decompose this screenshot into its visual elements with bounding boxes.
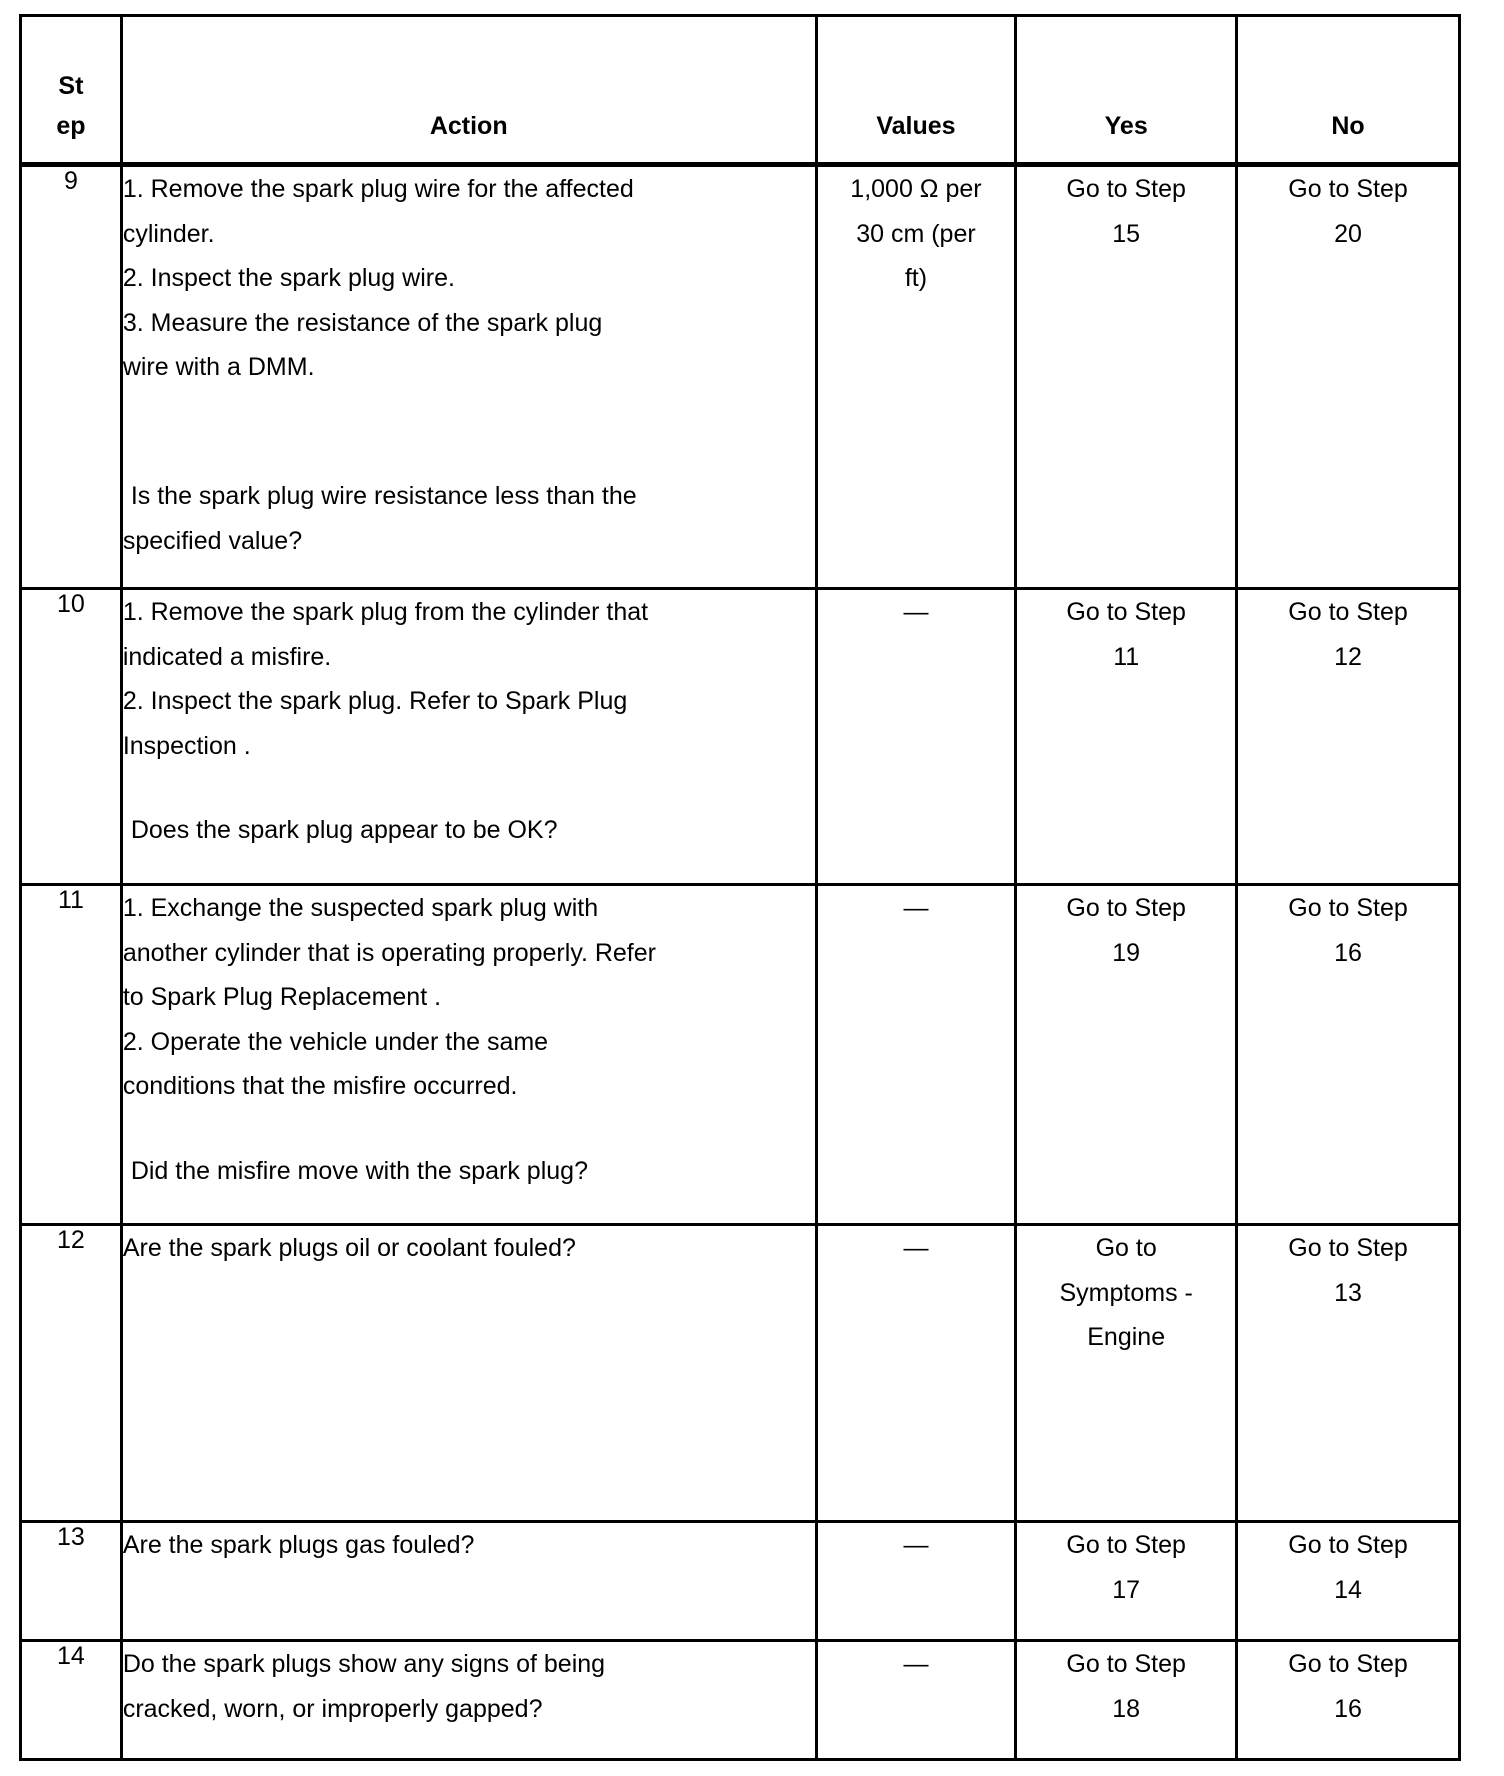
no-cell xyxy=(1237,165,1460,589)
yes-line: Engine xyxy=(1087,1323,1166,1351)
header-step-line1: St xyxy=(58,72,84,100)
yes-line: 18 xyxy=(1112,1694,1141,1723)
yes-line: Symptoms - xyxy=(1059,1278,1193,1307)
action-line: indicated a misfire. xyxy=(122,642,332,671)
no-cell xyxy=(1237,1522,1460,1641)
yes-line: Go to xyxy=(1095,1234,1157,1262)
header-action: Action xyxy=(121,16,816,165)
action-line: Inspection . xyxy=(122,731,251,760)
action-line: wire with a DMM. xyxy=(122,353,315,381)
step-number: 10 xyxy=(21,589,122,885)
question-line: Is the spark plug wire resistance less than the xyxy=(130,482,637,510)
diagnostic-table xyxy=(19,14,1461,1761)
yes-cell xyxy=(1016,165,1237,589)
question-line: Did the misfire move with the spark plug? xyxy=(130,1156,588,1185)
header-step xyxy=(21,16,122,165)
table-row xyxy=(21,589,1460,885)
no-line: Go to Step xyxy=(1288,175,1408,203)
header-step-line2: ep xyxy=(56,112,86,140)
no-cell xyxy=(1237,589,1460,885)
action-text xyxy=(121,1522,816,1641)
action-line: conditions that the misfire occurred. xyxy=(122,1072,518,1100)
value-dash: — xyxy=(903,1531,929,1559)
no-cell xyxy=(1237,1225,1460,1522)
action-line: to Spark Plug Replacement . xyxy=(122,983,442,1011)
value-dash: — xyxy=(903,894,929,922)
table-row xyxy=(21,165,1460,589)
action-text xyxy=(121,589,816,885)
header-row xyxy=(21,16,1460,165)
action-line: 2. Operate the vehicle under the same xyxy=(122,1027,549,1056)
no-line: Go to Step xyxy=(1288,894,1408,922)
yes-line: 11 xyxy=(1113,642,1140,671)
table-row xyxy=(21,1225,1460,1522)
value-dash: — xyxy=(903,598,929,626)
no-line: Go to Step xyxy=(1288,1650,1408,1678)
values-cell xyxy=(816,1225,1016,1522)
table-row xyxy=(21,885,1460,1225)
step-number: 12 xyxy=(21,1225,122,1522)
yes-cell xyxy=(1016,1641,1237,1760)
yes-cell xyxy=(1016,589,1237,885)
action-line: another cylinder that is operating properly. Refer xyxy=(122,938,656,967)
value-dash: — xyxy=(903,1234,929,1262)
yes-cell xyxy=(1016,885,1237,1225)
action-line: 1. Remove the spark plug wire for the affected xyxy=(122,175,634,203)
values-cell xyxy=(816,589,1016,885)
action-line: Do the spark plugs show any signs of being xyxy=(122,1650,606,1678)
action-line: 2. Inspect the spark plug. Refer to Spark Plug xyxy=(122,687,628,715)
no-line: 16 xyxy=(1334,938,1362,967)
values-cell xyxy=(816,885,1016,1225)
question-line: specified value? xyxy=(122,526,303,555)
action-text xyxy=(121,165,816,589)
no-cell xyxy=(1237,885,1460,1225)
no-line: 16 xyxy=(1334,1694,1362,1723)
no-line: 12 xyxy=(1334,642,1362,671)
question-line: Does the spark plug appear to be OK? xyxy=(130,816,558,844)
action-line: 2. Inspect the spark plug wire. xyxy=(122,264,455,292)
yes-line: Go to Step xyxy=(1066,1650,1186,1678)
no-cell xyxy=(1237,1641,1460,1760)
action-text xyxy=(121,885,816,1225)
no-line: 13 xyxy=(1334,1278,1362,1307)
header-no: No xyxy=(1237,16,1460,165)
no-line: Go to Step xyxy=(1288,598,1408,626)
value-line: 1,000 Ω per xyxy=(850,175,982,203)
table-row xyxy=(21,1641,1460,1760)
yes-line: Go to Step xyxy=(1066,1531,1186,1559)
step-number: 9 xyxy=(21,165,122,589)
value-line: ft) xyxy=(904,264,928,292)
action-line: 3. Measure the resistance of the spark plug xyxy=(122,308,603,337)
action-text xyxy=(121,1641,816,1760)
value-dash: — xyxy=(903,1650,929,1678)
action-line: cracked, worn, or improperly gapped? xyxy=(122,1694,543,1723)
yes-line: Go to Step xyxy=(1066,894,1186,922)
action-line: Are the spark plugs oil or coolant fouled? xyxy=(122,1234,576,1262)
values-cell xyxy=(816,1522,1016,1641)
action-text xyxy=(121,1225,816,1522)
no-line: 14 xyxy=(1334,1575,1362,1604)
step-number: 11 xyxy=(21,885,122,1225)
step-number: 14 xyxy=(21,1641,122,1760)
values-cell xyxy=(816,165,1016,589)
header-yes: Yes xyxy=(1016,16,1237,165)
no-line: Go to Step xyxy=(1288,1531,1408,1559)
value-line: 30 cm (per xyxy=(856,219,976,248)
yes-line: Go to Step xyxy=(1066,598,1186,626)
values-cell xyxy=(816,1641,1016,1760)
yes-line: 19 xyxy=(1112,938,1141,967)
no-line: 20 xyxy=(1334,219,1362,248)
no-line: Go to Step xyxy=(1288,1234,1408,1262)
yes-line: 15 xyxy=(1112,219,1141,248)
action-line: 1. Exchange the suspected spark plug with xyxy=(122,894,599,922)
action-line: Are the spark plugs gas fouled? xyxy=(122,1531,475,1559)
yes-line: Go to Step xyxy=(1066,175,1186,203)
step-number: 13 xyxy=(21,1522,122,1641)
yes-cell xyxy=(1016,1225,1237,1522)
yes-line: 17 xyxy=(1112,1575,1141,1604)
yes-cell xyxy=(1016,1522,1237,1641)
header-values: Values xyxy=(816,16,1016,165)
action-line: cylinder. xyxy=(122,219,215,248)
action-line: 1. Remove the spark plug from the cylinder that xyxy=(122,598,649,626)
table-row xyxy=(21,1522,1460,1641)
